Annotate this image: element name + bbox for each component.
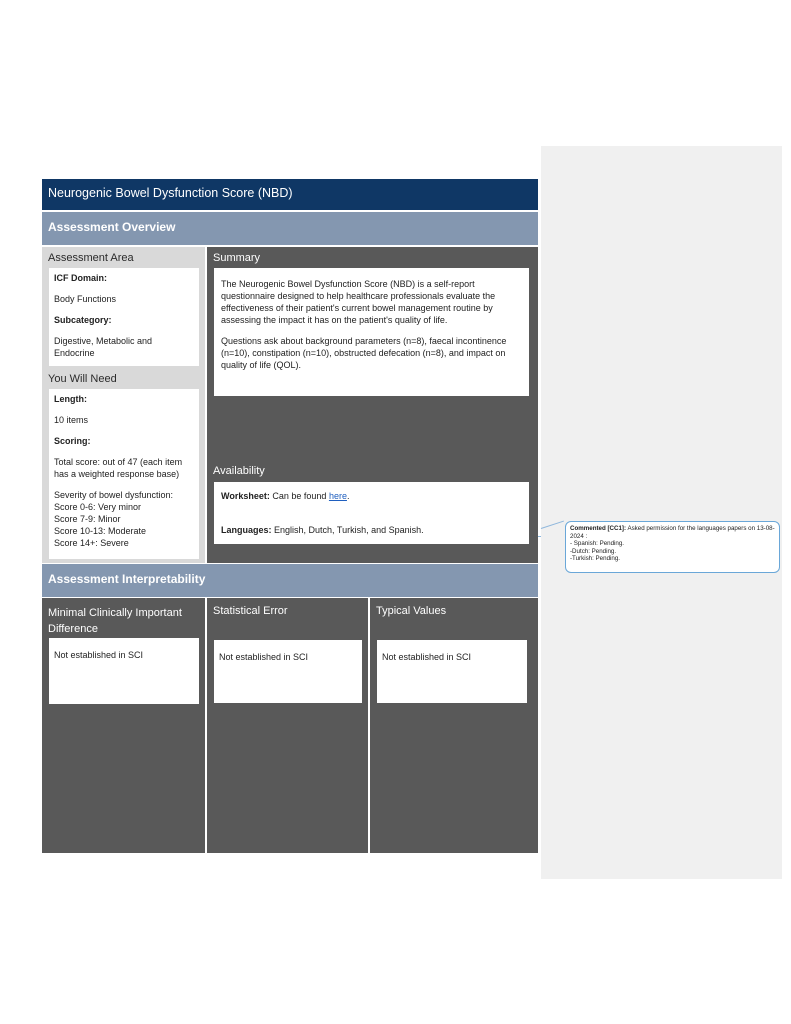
statistical-error-value: Not established in SCI	[214, 640, 362, 703]
typical-values-heading: Typical Values	[376, 605, 447, 617]
statistical-error-column	[207, 598, 368, 853]
assessment-area-box	[49, 268, 199, 366]
typical-values-column	[370, 598, 538, 853]
summary-paragraph: The Neurogenic Bowel Dysfunction Score (NBD) is a self-report questionnaire designed to help healthcare professionals evaluate the effectiveness of their patient's current bowel management routine by assessing the impact it has on the patient's quality of life.	[221, 279, 496, 325]
languages-value: English, Dutch, Turkish, and Spanish.	[274, 525, 424, 535]
severity-level: Score 7-9: Minor	[54, 514, 121, 524]
icf-domain-label: ICF Domain:	[54, 273, 107, 283]
mcid-heading: Minimal Clinically Important Difference	[48, 607, 182, 635]
severity-heading: Severity of bowel dysfunction:	[54, 490, 174, 500]
scoring-label: Scoring:	[54, 436, 91, 446]
languages-label: Languages:	[221, 525, 272, 535]
summary-paragraph: Questions ask about background parameters (n=8), faecal incontinence (n=10), constipation (n=10), obstructed defecation (n=8), and impact on quality of life (QOL).	[221, 336, 507, 370]
comment-line: -Turkish: Pending.	[570, 555, 620, 563]
comment-line: -Dutch: Pending.	[570, 547, 617, 555]
section-header-overview: Assessment Overview	[42, 212, 538, 245]
worksheet-label: Worksheet:	[221, 491, 270, 501]
worksheet-link[interactable]: here	[328, 491, 347, 501]
statistical-error-heading: Statistical Error	[213, 605, 288, 617]
typical-values-value: Not established in SCI	[377, 640, 527, 703]
mcid-value: Not established in SCI	[49, 638, 199, 704]
worksheet-text: Can be found	[272, 491, 327, 501]
assessment-area-heading: Assessment Area	[48, 252, 134, 264]
summary-box	[214, 268, 529, 396]
subcategory-value: Digestive, Metabolic and Endocrine	[54, 336, 153, 358]
severity-level: Score 14+: Severe	[54, 538, 129, 548]
comment-bubble[interactable]	[565, 521, 780, 573]
you-will-need-box	[49, 389, 199, 559]
section-header-interpretability: Assessment Interpretability	[42, 564, 538, 597]
page-title: Neurogenic Bowel Dysfunction Score (NBD)	[42, 179, 538, 210]
comment-pane	[541, 146, 782, 879]
worksheet-end: .	[346, 491, 350, 501]
you-will-need-heading: You Will Need	[48, 373, 117, 385]
comment-line: - Spanish: Pending.	[570, 540, 625, 548]
length-value: 10 items	[54, 415, 89, 425]
availability-heading: Availability	[213, 465, 265, 477]
comment-text: Asked permission for the languages papers on 13-08-2024 :	[570, 525, 775, 540]
comment-label: Commented [CC1]:	[570, 525, 627, 532]
subcategory-label: Subcategory:	[54, 315, 112, 325]
icf-domain-value: Body Functions	[54, 294, 117, 304]
severity-level: Score 0-6: Very minor	[54, 502, 142, 512]
scoring-total: Total score: out of 47 (each item has a weighted response base)	[54, 457, 183, 479]
availability-box	[214, 482, 529, 544]
summary-heading: Summary	[213, 252, 261, 264]
length-label: Length:	[54, 394, 87, 404]
severity-level: Score 10-13: Moderate	[54, 526, 147, 536]
